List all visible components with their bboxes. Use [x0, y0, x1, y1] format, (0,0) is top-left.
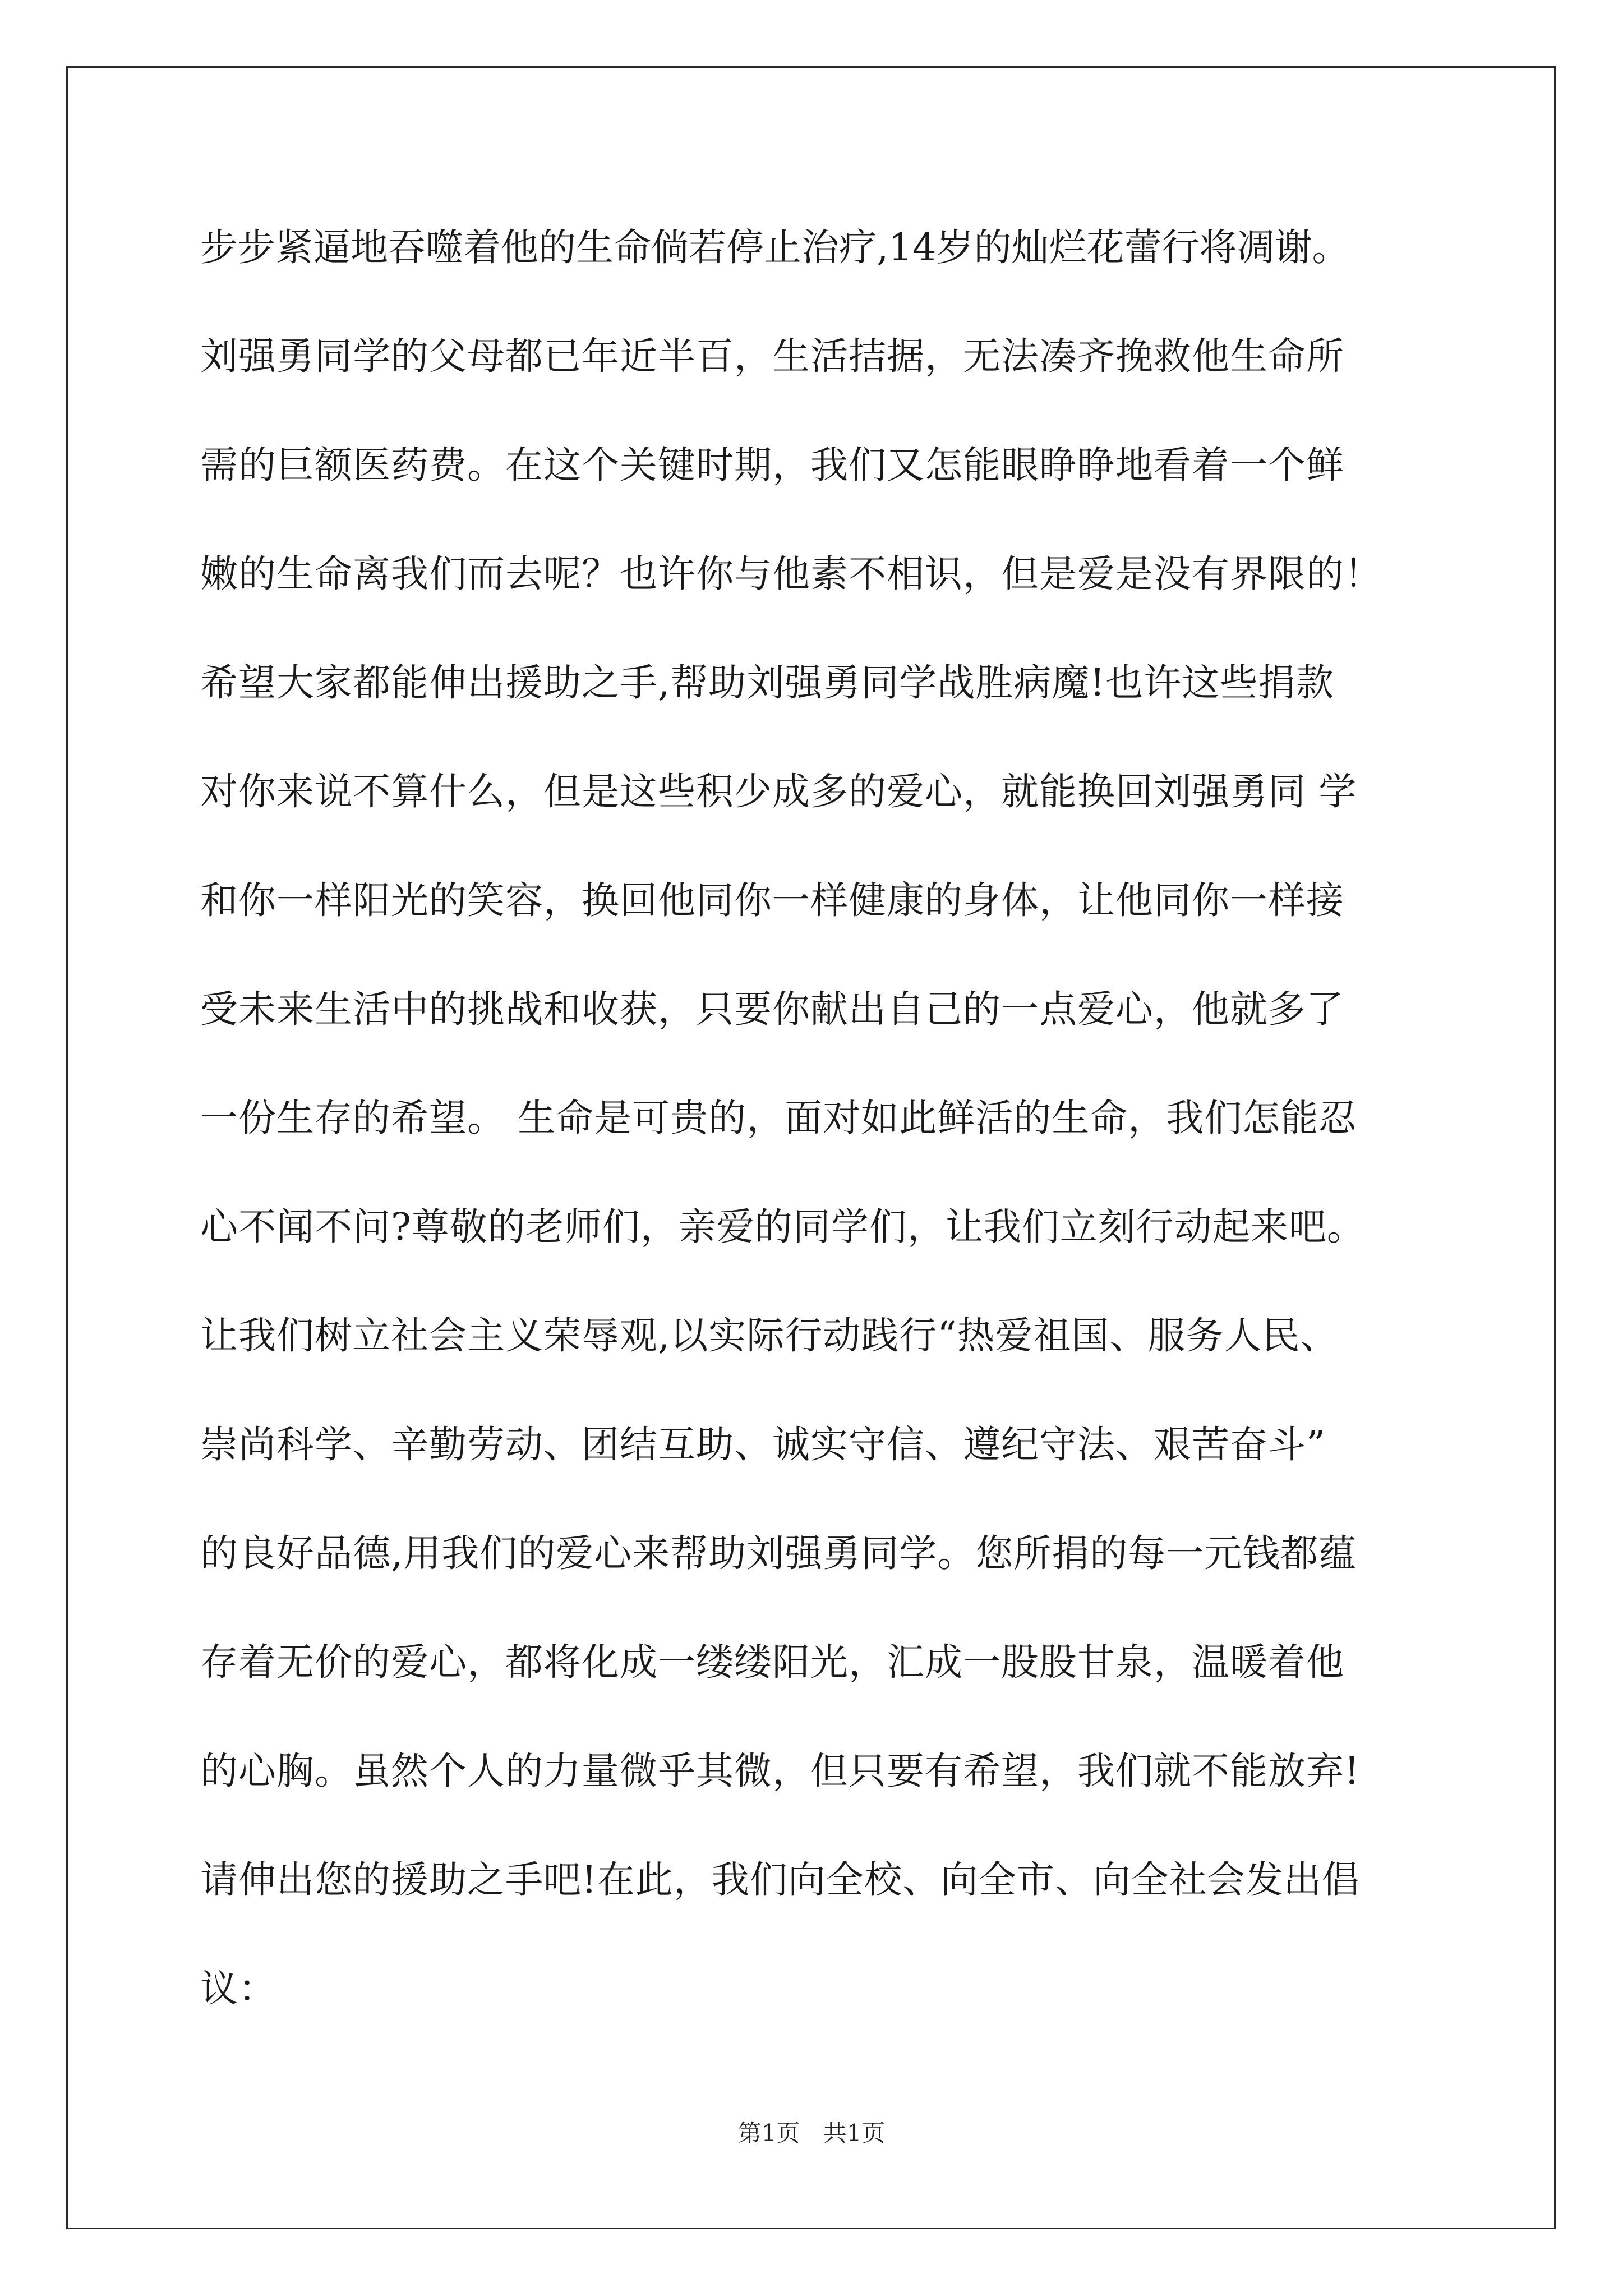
document-body: [200, 214, 1479, 2064]
text-line: 一份生存的希望。 生命是可贵的，面对如此鲜活的生命，我们怎能忍: [200, 1096, 1357, 1140]
text-line: 请伸出您的援助之手吧!在此，我们向全校、向全市、向全社会发出倡: [200, 1858, 1360, 1902]
text-line: 让我们树立社会主义荣辱观,以实际行动践行“热爱祖国、服务人民、: [200, 1314, 1339, 1358]
text-line: 希望大家都能伸出援助之手,帮助刘强勇同学战胜病魔!也许这些捐款: [200, 661, 1335, 705]
text-line: 对你来说不算什么，但是这些积少成多的爱心，就能换回刘强勇同 学: [200, 770, 1357, 813]
text-line: 和你一样阳光的笑容，换回他同你一样健康的身体，让他同你一样接: [200, 878, 1344, 922]
text-line: 步步紧逼地吞噬着他的生命倘若停止治疗,14岁的灿烂花蕾行将凋谢。: [200, 226, 1350, 269]
page-footer: [0, 2115, 1623, 2148]
text-line: 存着无价的爱心，都将化成一缕缕阳光，汇成一股股甘泉，温暖着他: [200, 1640, 1344, 1684]
text-line: 心不闻不问?尊敬的老师们，亲爱的同学们，让我们立刻行动起来吧。: [200, 1205, 1365, 1249]
page-number-total: 共1页: [823, 2119, 886, 2147]
text-line: 需的巨额医药费。在这个关键时期，我们又怎能眼睁睁地看着一个鲜: [200, 443, 1344, 487]
text-line: 受未来生活中的挑战和收获，只要你献出自己的一点爱心，他就多了: [200, 987, 1344, 1031]
text-line: 的良好品德,用我们的爱心来帮助刘强勇同学。您所捐的每一元钱都蕴: [200, 1531, 1357, 1575]
text-line: 崇尚科学、辛勤劳动、团结互助、诚实守信、遵纪守法、艰苦奋斗”: [200, 1423, 1326, 1466]
text-line: 议：: [200, 1967, 276, 2010]
text-line: 的心胸。虽然个人的力量微乎其微，但只要有希望，我们就不能放弃!: [200, 1749, 1360, 1793]
text-line: 嫩的生命离我们而去呢？也许你与他素不相识，但是爱是没有界限的！: [200, 552, 1382, 596]
text-line: 刘强勇同学的父母都已年近半百，生活拮据，无法凑齐挽救他生命所: [200, 334, 1344, 378]
page-number-current: 第1页: [737, 2119, 800, 2147]
